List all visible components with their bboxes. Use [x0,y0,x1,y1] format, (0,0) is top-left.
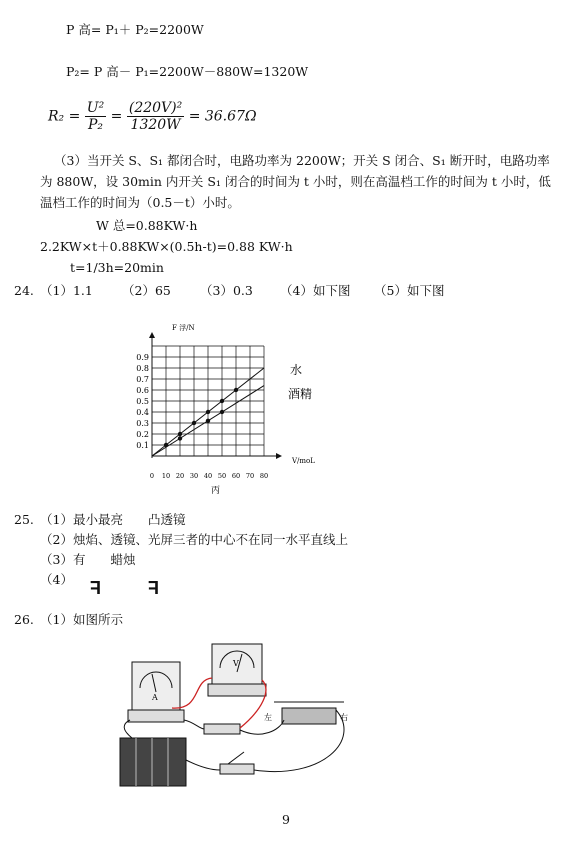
fraction-2-num: (220V)² [128,100,183,116]
y-axis-arrow [149,332,155,338]
wire-4 [186,760,220,770]
x-axis-label: V/moL [292,457,315,465]
ammeter-body [132,662,180,710]
power-diff-line: P₂= P 高－ P₁=2200W－880W=1320W [66,64,309,79]
battery-pack [120,738,186,786]
total-energy-line: W 总=0.88KW·h [96,218,198,233]
time-result-line: t=1/3h=20min [70,260,164,275]
energy-equation-line: 2.2KW×t＋0.88KW×(0.5h-t)=0.88 KW·h [40,239,293,254]
q24-answer-5: （5）如下图 [374,283,445,298]
chart-caption: 丙 [211,486,221,496]
x-axis-arrow [276,453,282,459]
data-point [192,421,196,425]
ammeter-base [128,710,184,722]
voltmeter-label: V [233,659,239,668]
data-point [220,410,224,414]
data-point [206,419,210,423]
y-axis-label: F 浮/N [172,324,195,332]
wire-5 [124,720,132,738]
y-tick-label: 0.5 [136,397,149,406]
q24-answer-3: （3）0.3 [200,283,253,298]
series-label-water: 水 [290,363,303,377]
page-number: 9 [282,812,290,827]
mirrored-f-1: F [90,578,101,598]
resistor [204,724,240,734]
data-point [234,388,238,392]
q24-answer-4: （4）如下图 [280,283,351,298]
y-tick-label: 0.4 [136,408,149,417]
rheostat-right-label: 右 [340,713,348,722]
rheostat-coil [282,708,336,724]
formula-lhs: R₂ = [48,108,81,125]
wire-1 [184,720,204,729]
fraction-1-num: U² [86,100,105,116]
q26-number: 26. [14,612,34,627]
y-tick-label: 0.6 [136,386,149,395]
ammeter-label: A [152,693,158,702]
y-tick-label: 0.9 [136,353,149,362]
q25-answer-1: （1）最小最亮 凸透镜 [40,512,186,527]
q25-answer-3: （3）有 蜡烛 [40,552,136,567]
paragraph-3: （3）当开关 S、S₁ 都闭合时，电路功率为 2200W；开关 S 闭合、S₁ 断开时，电路功率为 880W，设 30min 内开关 S₁ 闭合的时间为 t 小时，则在高温档工作的时间为 t 小时，低温档工作的时间为（0.5－t）小时。 [40,153,551,210]
x-tick-label: 10 [161,472,171,480]
series-label-alcohol: 酒精 [288,387,313,401]
fraction-1-den: P₂ [87,117,104,133]
q25-number: 25. [14,512,34,527]
data-point [178,436,182,440]
resistance-formula [48,100,257,133]
q24-number: 24. [14,283,34,298]
voltmeter-base [208,684,266,696]
switch-lever [228,752,244,764]
formula-eq: = [110,108,123,125]
chart-grid [149,332,282,459]
y-tick-label: 0.2 [136,430,149,439]
data-point [178,432,182,436]
q26-answer-1: （1）如图所示 [40,612,123,627]
formula-result: = 36.67Ω [188,108,257,125]
data-point [164,443,168,447]
x-tick-label: 0 [149,472,155,480]
x-tick-label: 40 [203,472,213,480]
fraction-2 [127,100,184,133]
power-sum-line: P 高= P₁＋ P₂=2200W [66,22,204,37]
x-tick-label: 80 [259,472,269,480]
q24-answer-2: （2）65 [122,283,171,298]
data-point [220,399,224,403]
fraction-2-den: 1320W [130,117,181,133]
fraction-1 [85,100,106,133]
q24-answer-1: （1）1.1 [40,283,93,298]
x-tick-label: 70 [245,472,255,480]
rheostat-left-label: 左 [264,713,272,722]
y-tick-label: 0.3 [136,419,149,428]
y-tick-label: 0.8 [136,364,149,373]
circuit-diagram [112,640,362,800]
q25-answer-4: （4） [40,572,73,587]
q25-answer-2: （2）烛焰、透镜、光屏三者的中心不在同一水平直线上 [40,532,348,547]
x-tick-label: 60 [231,472,241,480]
x-tick-label: 50 [217,472,227,480]
mirrored-f-2: F [148,578,159,598]
switch-base [220,764,254,774]
x-tick-label: 30 [189,472,199,480]
y-tick-label: 0.1 [136,441,149,450]
buoyancy-chart [130,316,370,498]
y-tick-label: 0.7 [136,375,149,384]
data-point [206,410,210,414]
x-tick-label: 20 [175,472,185,480]
